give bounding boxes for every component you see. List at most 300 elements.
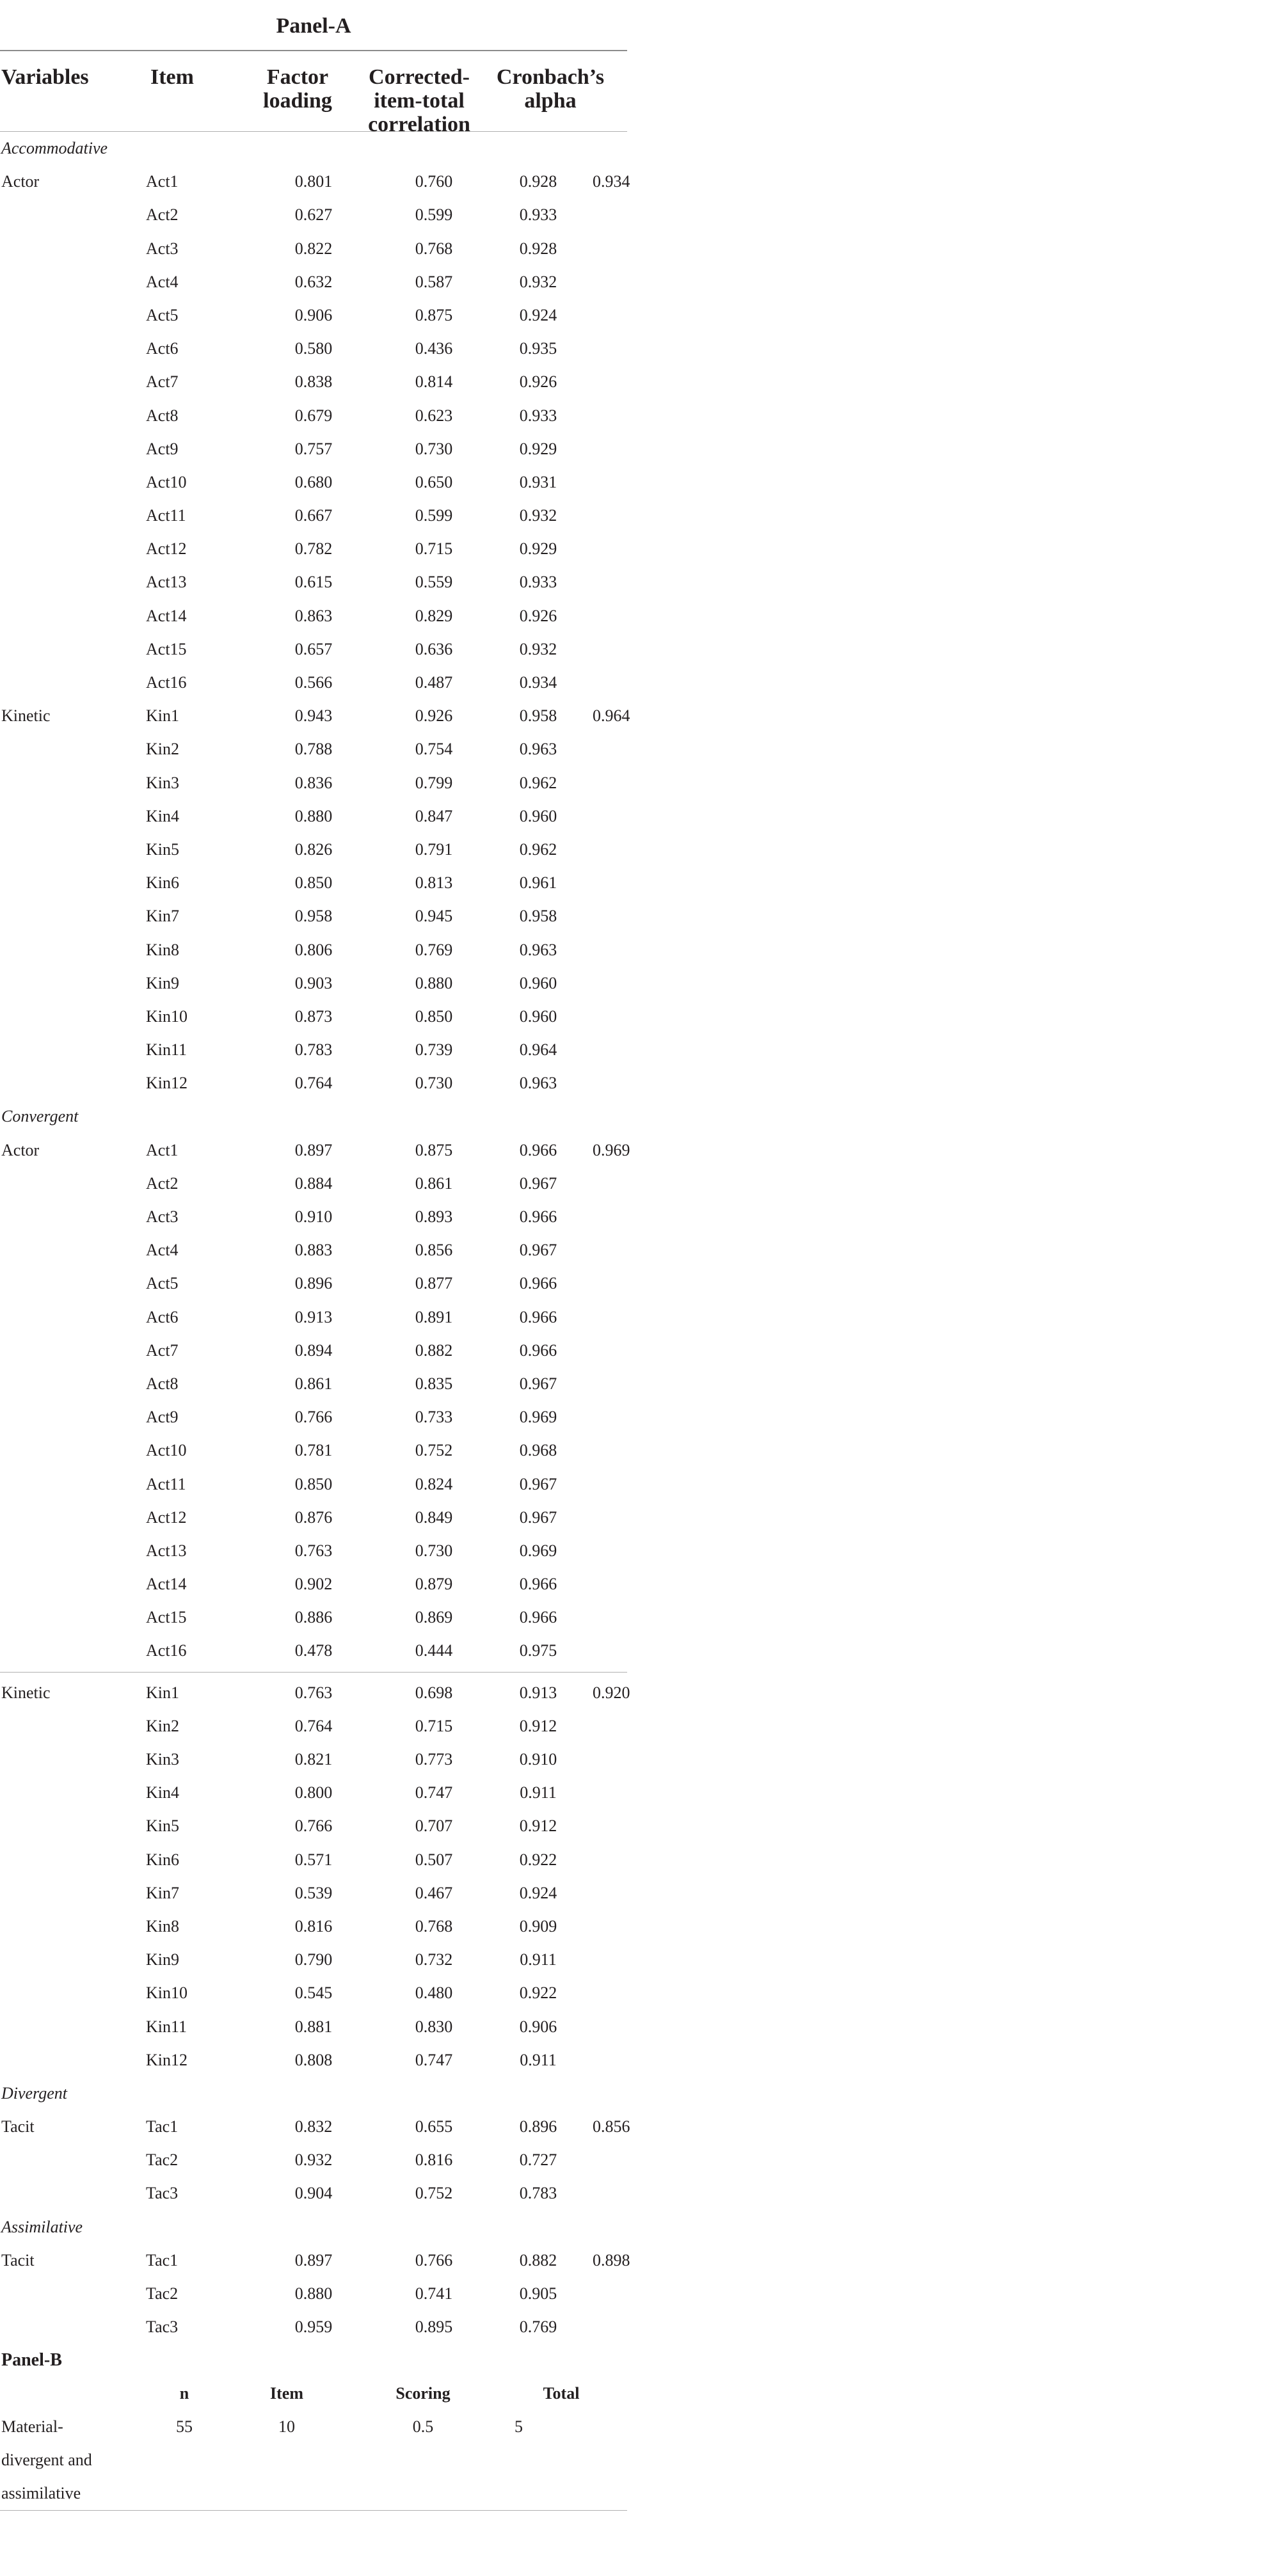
alpha-if-deleted-cell: 0.929 [519, 539, 557, 559]
item-total-correlation-cell: 0.730 [415, 1541, 453, 1560]
panel-b-scoring: 0.5 [412, 2417, 434, 2437]
table-row [0, 1634, 627, 1667]
factor-loading-cell: 0.627 [294, 205, 333, 225]
factor-loading-cell: 0.782 [294, 539, 333, 559]
alpha-if-deleted-cell: 0.966 [519, 1274, 557, 1293]
item-total-correlation-cell: 0.849 [415, 1507, 453, 1527]
variable-cell [0, 1033, 146, 1067]
variable-cell [0, 1634, 146, 1667]
table-row [0, 1943, 627, 1976]
alpha-if-deleted-cell: 0.911 [520, 2050, 557, 2069]
factor-loading-cell: 0.800 [294, 1783, 333, 1802]
variable-cell [0, 1200, 146, 1234]
variable-cell [0, 1000, 146, 1033]
item-total-correlation-cell: 0.869 [415, 1608, 453, 1627]
variable-cell [0, 332, 146, 365]
panel-b-header-item: Item [270, 2384, 303, 2403]
factor-loading-cell: 0.861 [294, 1374, 333, 1393]
factor-loading-cell: 0.539 [294, 1883, 333, 1902]
alpha-if-deleted-cell: 0.912 [519, 1817, 557, 1836]
table-row [0, 1877, 627, 1910]
cronbach-alpha-cell [593, 2177, 627, 2210]
item-total-correlation-cell: 0.747 [415, 1783, 453, 1802]
factor-loading-cell: 0.790 [294, 1950, 333, 1969]
item-cell: Kin1 [146, 1683, 179, 1702]
cronbach-alpha-cell [593, 2143, 627, 2177]
factor-loading-cell: 0.764 [294, 1716, 333, 1735]
item-cell: Kin1 [146, 706, 179, 726]
alpha-if-deleted-cell: 0.966 [519, 1140, 557, 1159]
variable-cell [0, 866, 146, 900]
item-total-correlation-cell: 0.875 [415, 305, 453, 324]
item-total-correlation-cell: 0.730 [415, 439, 453, 458]
factor-loading-cell: 0.822 [294, 239, 333, 258]
item-total-correlation-cell: 0.829 [415, 606, 453, 625]
item-cell: Kin11 [146, 2017, 188, 2036]
item-total-correlation-cell: 0.487 [415, 673, 453, 692]
item-total-correlation-cell: 0.895 [415, 2318, 453, 2337]
variable-cell [0, 767, 146, 800]
table-row [0, 232, 627, 266]
table-row [0, 2244, 630, 2277]
item-cell: Kin6 [146, 873, 179, 893]
panel-b-row-label [0, 2410, 146, 2510]
item-cell: Act14 [146, 1575, 187, 1594]
variable-cell [0, 2177, 146, 2210]
table-row [0, 866, 627, 900]
alpha-if-deleted-cell: 0.960 [519, 806, 557, 825]
variable-cell [0, 2277, 146, 2310]
cronbach-alpha-cell [593, 1468, 627, 1501]
item-cell: Tac2 [146, 2151, 179, 2170]
item-total-correlation-cell: 0.752 [415, 1441, 453, 1460]
alpha-if-deleted-cell: 0.962 [519, 839, 557, 859]
item-total-correlation-cell: 0.650 [415, 472, 453, 491]
variable-cell [0, 633, 146, 666]
item-total-correlation-cell: 0.559 [415, 573, 453, 592]
table-row [0, 433, 627, 466]
alpha-if-deleted-cell: 0.967 [519, 1241, 557, 1260]
cronbach-alpha-cell [593, 2277, 627, 2310]
cronbach-alpha-cell [593, 1434, 627, 1467]
item-total-correlation-cell: 0.850 [415, 1006, 453, 1026]
table-row [0, 1534, 627, 1568]
table-row [0, 733, 627, 766]
cronbach-alpha-cell [593, 266, 627, 299]
factor-loading-cell: 0.545 [294, 1984, 333, 2003]
cronbach-alpha-cell [593, 1568, 627, 1601]
item-total-correlation-cell: 0.739 [415, 1040, 453, 1060]
cronbach-alpha-cell [593, 198, 627, 232]
factor-loading-cell: 0.657 [294, 639, 333, 658]
alpha-if-deleted-cell: 0.911 [520, 1783, 557, 1802]
factor-loading-cell: 0.897 [294, 1140, 333, 1159]
item-total-correlation-cell: 0.945 [415, 907, 453, 926]
item-cell: Kin6 [146, 1850, 179, 1869]
item-cell: Kin4 [146, 806, 179, 825]
variable-cell: Actor [1, 1140, 40, 1159]
table-row [0, 1910, 627, 1943]
alpha-if-deleted-cell: 0.931 [519, 472, 557, 491]
factor-loading-cell: 0.781 [294, 1441, 333, 1460]
factor-loading-cell: 0.788 [294, 740, 333, 759]
panel-b-header-total: Total [543, 2384, 580, 2403]
table-row [0, 1710, 627, 1743]
panel-b-total: 5 [515, 2417, 523, 2437]
factor-loading-cell: 0.904 [294, 2184, 333, 2203]
table-row [0, 1976, 627, 2010]
alpha-if-deleted-cell: 0.969 [519, 1541, 557, 1560]
table-row [0, 266, 627, 299]
table-row [0, 1334, 627, 1367]
item-total-correlation-cell: 0.926 [415, 706, 453, 726]
alpha-if-deleted-cell: 0.934 [519, 673, 557, 692]
cronbach-alpha-cell [593, 1200, 627, 1234]
header-factor-loading: Factor loading [263, 65, 332, 113]
panel-b-row [0, 2410, 627, 2510]
item-total-correlation-cell: 0.813 [415, 873, 453, 893]
factor-loading-cell: 0.632 [294, 272, 333, 291]
cronbach-alpha-cell: 0.964 [593, 706, 630, 726]
table-row [0, 1743, 627, 1776]
variable-cell [0, 365, 146, 399]
item-total-correlation-cell: 0.587 [415, 272, 453, 291]
item-total-correlation-cell: 0.754 [415, 740, 453, 759]
item-cell: Act5 [146, 1274, 179, 1293]
cronbach-alpha-cell [593, 332, 627, 365]
item-cell: Act2 [146, 1173, 179, 1193]
factor-loading-cell: 0.571 [294, 1850, 333, 1869]
cronbach-alpha-cell [593, 566, 627, 599]
item-total-correlation-cell: 0.741 [415, 2284, 453, 2303]
variable-cell [0, 1468, 146, 1501]
section-heading: Assimilative [1, 2217, 83, 2236]
panel-a-header [0, 51, 627, 136]
cronbach-alpha-cell [593, 1877, 627, 1910]
factor-loading-cell: 0.836 [294, 773, 333, 792]
cronbach-alpha-cell: 0.856 [593, 2117, 630, 2136]
factor-loading-cell: 0.894 [294, 1340, 333, 1360]
variable-cell [0, 600, 146, 633]
table-row [0, 1167, 627, 1200]
item-cell: Act14 [146, 606, 187, 625]
table-row [0, 800, 627, 833]
alpha-if-deleted-cell: 0.968 [519, 1441, 557, 1460]
cronbach-alpha-cell [593, 499, 627, 532]
variable-cell [0, 232, 146, 266]
section-heading: Accommodative [1, 139, 108, 157]
item-cell: Kin8 [146, 1916, 179, 1936]
alpha-if-deleted-cell: 0.909 [519, 1916, 557, 1936]
panel-b [0, 2344, 627, 2511]
alpha-if-deleted-cell: 0.922 [519, 1984, 557, 2003]
factor-loading-cell: 0.766 [294, 1817, 333, 1836]
table-row [0, 332, 627, 365]
item-cell: Kin12 [146, 2050, 188, 2069]
item-total-correlation-cell: 0.769 [415, 940, 453, 959]
cronbach-alpha-cell: 0.969 [593, 1140, 630, 1159]
table-row [0, 532, 627, 566]
factor-loading-cell: 0.863 [294, 606, 333, 625]
factor-loading-cell: 0.826 [294, 839, 333, 859]
variable-cell [0, 466, 146, 499]
item-total-correlation-cell: 0.824 [415, 1474, 453, 1493]
variable-cell [0, 1167, 146, 1200]
item-cell: Kin12 [146, 1074, 188, 1093]
cronbach-alpha-cell: 0.898 [593, 2250, 630, 2270]
factor-loading-cell: 0.763 [294, 1541, 333, 1560]
item-total-correlation-cell: 0.768 [415, 239, 453, 258]
item-cell: Act12 [146, 1507, 187, 1527]
item-cell: Act13 [146, 1541, 187, 1560]
item-total-correlation-cell: 0.507 [415, 1850, 453, 1869]
item-cell: Act8 [146, 1374, 179, 1393]
alpha-if-deleted-cell: 0.926 [519, 372, 557, 392]
alpha-if-deleted-cell: 0.928 [519, 239, 557, 258]
item-cell: Tac1 [146, 2117, 179, 2136]
alpha-if-deleted-cell: 0.933 [519, 205, 557, 225]
alpha-if-deleted-cell: 0.966 [519, 1340, 557, 1360]
item-total-correlation-cell: 0.882 [415, 1340, 453, 1360]
item-cell: Act1 [146, 172, 179, 191]
alpha-if-deleted-cell: 0.769 [519, 2318, 557, 2337]
table-row [0, 1367, 627, 1401]
item-total-correlation-cell: 0.847 [415, 806, 453, 825]
table-row [0, 299, 627, 332]
factor-loading-cell: 0.850 [294, 873, 333, 893]
alpha-if-deleted-cell: 0.967 [519, 1474, 557, 1493]
variable-cell [0, 499, 146, 532]
item-cell: Kin8 [146, 940, 179, 959]
cronbach-alpha-cell [593, 1334, 627, 1367]
item-cell: Kin9 [146, 1950, 179, 1969]
variable-cell [0, 733, 146, 766]
panel-b-header [0, 2377, 627, 2410]
header-item: Item [150, 65, 194, 89]
item-total-correlation-cell: 0.480 [415, 1984, 453, 2003]
section-heading: Divergent [1, 2083, 67, 2103]
variable-cell [0, 1267, 146, 1300]
item-total-correlation-cell: 0.879 [415, 1575, 453, 1594]
cronbach-alpha-cell [593, 1401, 627, 1434]
item-total-correlation-cell: 0.814 [415, 372, 453, 392]
table-row [0, 967, 627, 1000]
cronbach-alpha-cell [593, 1710, 627, 1743]
factor-loading-cell: 0.884 [294, 1173, 333, 1193]
item-cell: Kin11 [146, 1040, 188, 1060]
alpha-if-deleted-cell: 0.896 [519, 2117, 557, 2136]
item-total-correlation-cell: 0.655 [415, 2117, 453, 2136]
table-row [0, 1067, 627, 1100]
alpha-if-deleted-cell: 0.910 [519, 1750, 557, 1769]
item-cell: Act12 [146, 539, 187, 559]
cronbach-alpha-cell [593, 2310, 627, 2344]
item-total-correlation-cell: 0.830 [415, 2017, 453, 2036]
alpha-if-deleted-cell: 0.961 [519, 873, 557, 893]
cronbach-alpha-cell [593, 967, 627, 1000]
item-total-correlation-cell: 0.766 [415, 2250, 453, 2270]
alpha-if-deleted-cell: 0.963 [519, 940, 557, 959]
item-cell: Kin5 [146, 1817, 179, 1836]
item-cell: Kin7 [146, 907, 179, 926]
table-row [0, 1401, 627, 1434]
alpha-if-deleted-cell: 0.932 [519, 272, 557, 291]
alpha-if-deleted-cell: 0.969 [519, 1408, 557, 1427]
item-cell: Act16 [146, 673, 187, 692]
panel-b-header-blank [0, 2377, 146, 2410]
variable-cell [0, 1877, 146, 1910]
factor-loading-cell: 0.757 [294, 439, 333, 458]
variable-cell [0, 1234, 146, 1267]
item-total-correlation-cell: 0.623 [415, 406, 453, 425]
factor-loading-cell: 0.806 [294, 940, 333, 959]
cronbach-alpha-cell [593, 1367, 627, 1401]
variable-cell: Kinetic [1, 706, 51, 726]
table-row [0, 1601, 627, 1634]
cronbach-alpha-cell [593, 800, 627, 833]
item-total-correlation-cell: 0.599 [415, 506, 453, 525]
item-cell: Kin9 [146, 973, 179, 992]
table-row [0, 399, 627, 433]
header-corrected-item-total-correlation: Corrected-item-total correlation [368, 65, 470, 136]
item-cell: Act15 [146, 1608, 187, 1627]
cronbach-alpha-cell [593, 767, 627, 800]
variable-cell [0, 1067, 146, 1100]
item-total-correlation-cell: 0.715 [415, 1716, 453, 1735]
alpha-if-deleted-cell: 0.911 [520, 1950, 557, 1969]
factor-loading-cell: 0.959 [294, 2318, 333, 2337]
table-row [0, 1776, 627, 1809]
item-total-correlation-cell: 0.733 [415, 1408, 453, 1427]
variable-cell [0, 1401, 146, 1434]
factor-loading-cell: 0.958 [294, 907, 333, 926]
variable-cell: Actor [1, 172, 40, 191]
variable-cell [0, 934, 146, 967]
table-row [0, 900, 627, 933]
table-row [0, 2277, 627, 2310]
variable-cell [0, 566, 146, 599]
table-row [0, 566, 627, 599]
alpha-if-deleted-cell: 0.905 [519, 2284, 557, 2303]
alpha-if-deleted-cell: 0.960 [519, 1006, 557, 1026]
factor-loading-cell: 0.897 [294, 2250, 333, 2270]
item-cell: Act13 [146, 573, 187, 592]
item-cell: Act5 [146, 305, 179, 324]
factor-loading-cell: 0.566 [294, 673, 333, 692]
item-cell: Kin3 [146, 773, 179, 792]
table-row [0, 1200, 627, 1234]
table-row [0, 1676, 630, 1710]
factor-loading-cell: 0.766 [294, 1408, 333, 1427]
factor-loading-cell: 0.943 [294, 706, 333, 726]
panel-b-item: 10 [278, 2417, 295, 2437]
bottom-rule [0, 2510, 627, 2511]
factor-loading-cell: 0.615 [294, 573, 333, 592]
cronbach-alpha-cell [593, 1234, 627, 1267]
factor-loading-cell: 0.808 [294, 2050, 333, 2069]
cronbach-alpha-cell [593, 299, 627, 332]
variable-cell [0, 1334, 146, 1367]
variable-cell [0, 1568, 146, 1601]
item-total-correlation-cell: 0.799 [415, 773, 453, 792]
item-total-correlation-cell: 0.752 [415, 2184, 453, 2203]
item-cell: Act7 [146, 372, 179, 392]
alpha-if-deleted-cell: 0.963 [519, 1074, 557, 1093]
cronbach-alpha-cell [593, 600, 627, 633]
alpha-if-deleted-cell: 0.975 [519, 1641, 557, 1660]
alpha-if-deleted-cell: 0.963 [519, 740, 557, 759]
cronbach-alpha-cell [593, 1301, 627, 1334]
table-row [0, 666, 627, 699]
item-cell: Act3 [146, 239, 179, 258]
alpha-if-deleted-cell: 0.926 [519, 606, 557, 625]
alpha-if-deleted-cell: 0.912 [519, 1716, 557, 1735]
table-row [0, 1809, 627, 1843]
table-row [0, 2177, 627, 2210]
item-total-correlation-cell: 0.747 [415, 2050, 453, 2069]
item-cell: Act8 [146, 406, 179, 425]
factor-loading-cell: 0.832 [294, 2117, 333, 2136]
item-cell: Tac2 [146, 2284, 179, 2303]
alpha-if-deleted-cell: 0.967 [519, 1173, 557, 1193]
item-total-correlation-cell: 0.835 [415, 1374, 453, 1393]
cronbach-alpha-cell [593, 1634, 627, 1667]
table-row [0, 1267, 627, 1300]
alpha-if-deleted-cell: 0.967 [519, 1374, 557, 1393]
cronbach-alpha-cell [593, 1167, 627, 1200]
panel-b-label-line: assimilative [1, 2484, 81, 2503]
cronbach-alpha-cell [593, 733, 627, 766]
item-total-correlation-cell: 0.707 [415, 1817, 453, 1836]
variable-cell [0, 1843, 146, 1877]
variable-cell [0, 1710, 146, 1743]
item-total-correlation-cell: 0.698 [415, 1683, 453, 1702]
table-row [0, 1468, 627, 1501]
cronbach-alpha-cell [593, 399, 627, 433]
item-total-correlation-cell: 0.732 [415, 1950, 453, 1969]
variable-cell [0, 1434, 146, 1467]
factor-loading-cell: 0.883 [294, 1241, 333, 1260]
alpha-if-deleted-cell: 0.958 [519, 907, 557, 926]
item-cell: Act7 [146, 1340, 179, 1360]
variable-cell [0, 800, 146, 833]
cronbach-alpha-cell [593, 1743, 627, 1776]
factor-loading-cell: 0.838 [294, 372, 333, 392]
section-divider [0, 1672, 627, 1673]
table-row [0, 1000, 627, 1033]
table-sheet [0, 0, 630, 2511]
table-row [0, 2110, 630, 2143]
alpha-if-deleted-cell: 0.960 [519, 973, 557, 992]
alpha-if-deleted-cell: 0.929 [519, 439, 557, 458]
item-total-correlation-cell: 0.875 [415, 1140, 453, 1159]
item-total-correlation-cell: 0.861 [415, 1173, 453, 1193]
cronbach-alpha-cell [593, 833, 627, 866]
cronbach-alpha-cell [593, 1976, 627, 2010]
cronbach-alpha-cell [593, 1601, 627, 1634]
variable-cell [0, 1943, 146, 1976]
item-total-correlation-cell: 0.816 [415, 2151, 453, 2170]
factor-loading-cell: 0.764 [294, 1074, 333, 1093]
header-cronbachs-alpha: Cronbach’s alpha [496, 65, 605, 113]
alpha-if-deleted-cell: 0.966 [519, 1575, 557, 1594]
item-total-correlation-cell: 0.773 [415, 1750, 453, 1769]
variable-cell [0, 1601, 146, 1634]
alpha-if-deleted-cell: 0.932 [519, 639, 557, 658]
item-total-correlation-cell: 0.791 [415, 839, 453, 859]
alpha-if-deleted-cell: 0.727 [519, 2151, 557, 2170]
alpha-if-deleted-cell: 0.935 [519, 339, 557, 358]
